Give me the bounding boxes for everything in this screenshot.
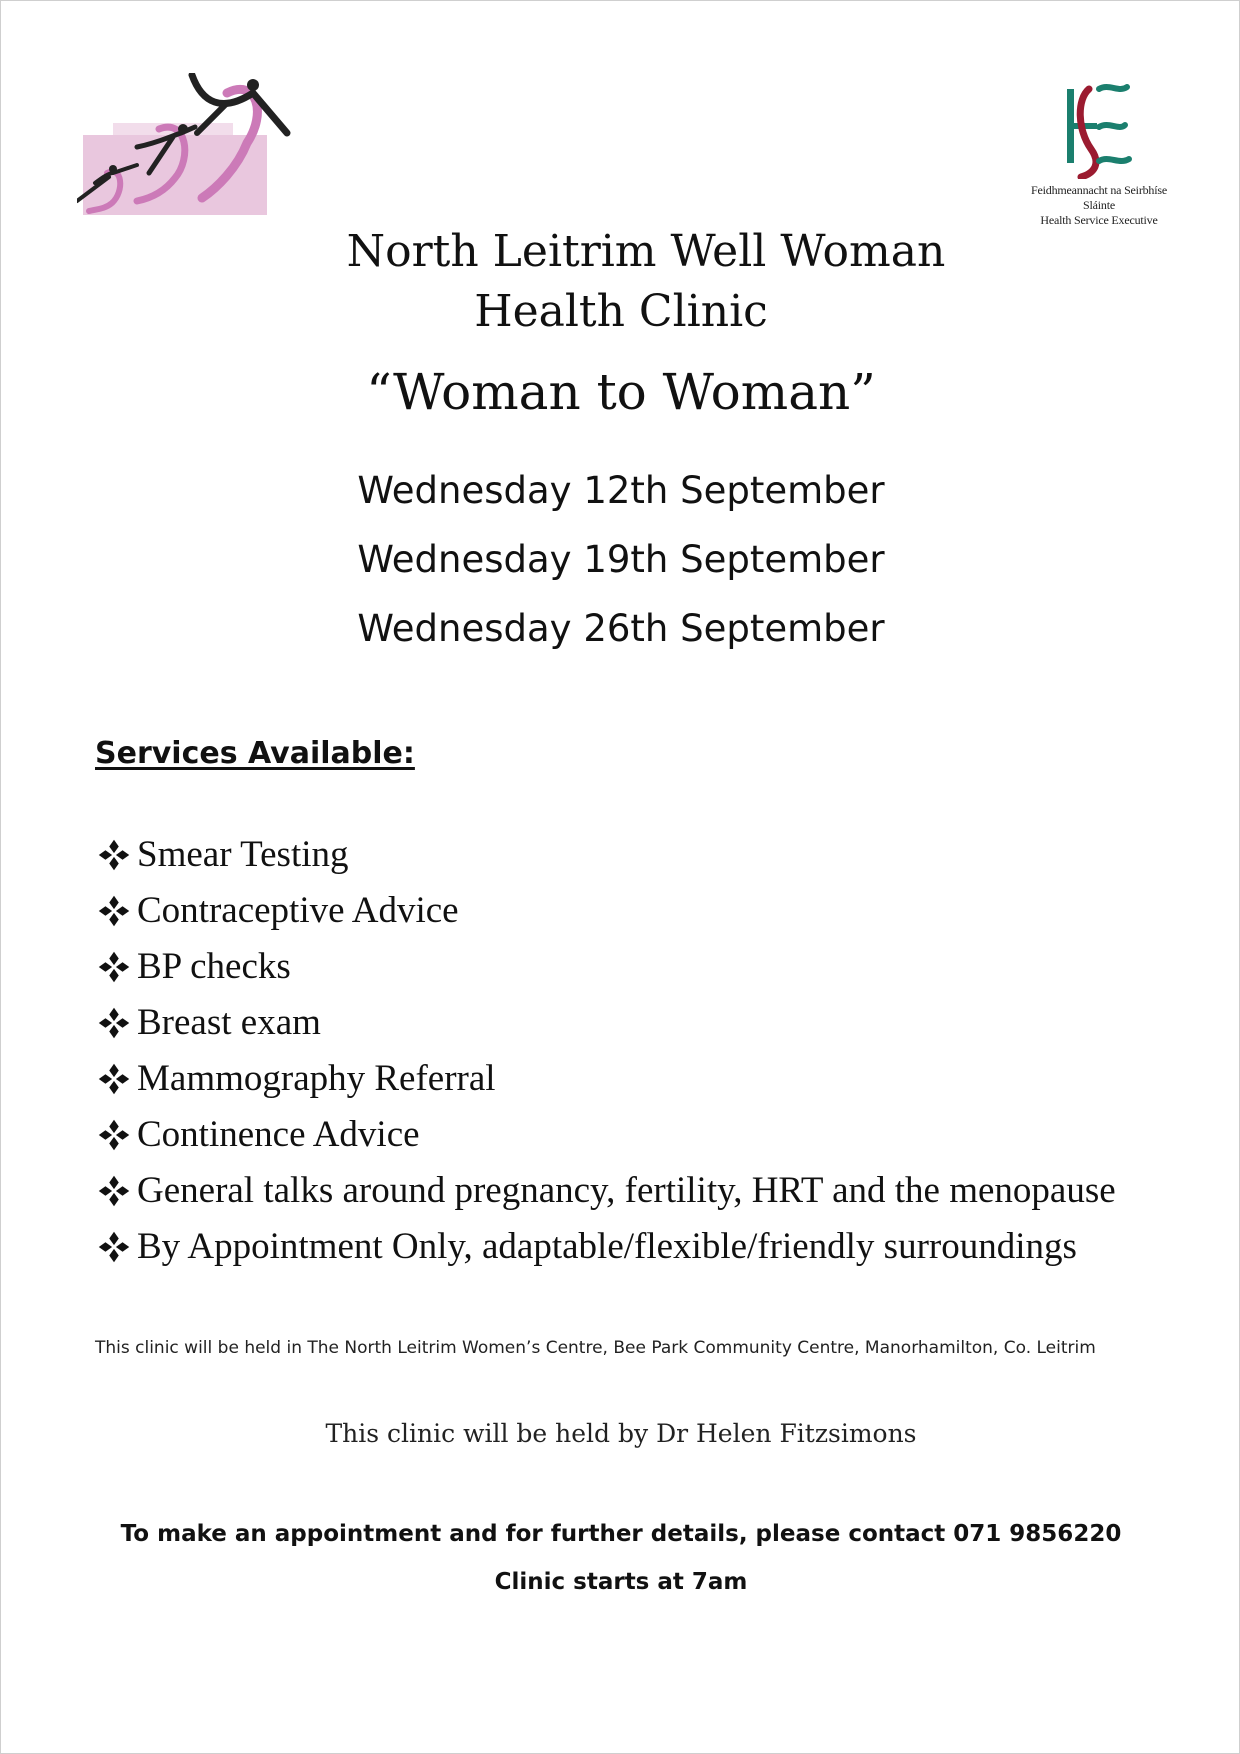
service-label: Continence Advice <box>137 1114 420 1155</box>
diamond-bullet-icon <box>95 892 133 930</box>
list-item <box>95 827 1116 883</box>
dancing-figures-logo <box>77 73 297 233</box>
venue-text: This clinic will be held in The North Leitrim Women’s Centre, Bee Park Community Centre, Manorhamilton, Co. Leitrim <box>95 1338 1096 1358</box>
diamond-bullet-icon <box>95 1228 133 1266</box>
hse-caption-english: Health Service Executive <box>1040 213 1158 227</box>
title-line-1-wrap <box>26 223 1240 281</box>
date-line: Wednesday 19th September <box>357 538 885 581</box>
hse-caption <box>1019 183 1179 228</box>
hse-logo <box>1019 79 1179 227</box>
diamond-bullet-icon <box>95 1060 133 1098</box>
dates-block <box>1 456 1240 663</box>
service-label: Mammography Referral <box>137 1058 496 1099</box>
start-time-text: Clinic starts at 7am <box>494 1569 748 1595</box>
service-label: Smear Testing <box>137 834 349 875</box>
service-label: General talks around pregnancy, fertility, HRT and the menopause <box>137 1170 1116 1211</box>
title-line-2-wrap <box>1 283 1240 341</box>
service-label: Breast exam <box>137 1002 321 1043</box>
page-title-line-1: North Leitrim Well Woman <box>346 226 946 277</box>
diamond-bullet-icon <box>95 948 133 986</box>
list-item <box>95 939 1116 995</box>
services-heading: Services Available: <box>95 736 415 771</box>
diamond-bullet-icon <box>95 1172 133 1210</box>
service-label: Contraceptive Advice <box>137 890 459 931</box>
date-line: Wednesday 12th September <box>357 469 885 512</box>
service-label: BP checks <box>137 946 291 987</box>
list-item <box>95 1163 1116 1219</box>
diamond-bullet-icon <box>95 836 133 874</box>
service-label: By Appointment Only, adaptable/flexible/friendly surroundings <box>137 1226 1077 1267</box>
list-item <box>95 995 1116 1051</box>
list-item <box>95 1051 1116 1107</box>
contact-text: To make an appointment and for further details, please contact 071 9856220 <box>120 1521 1122 1547</box>
page-title-line-2: Health Clinic <box>474 286 768 337</box>
slogan: “Woman to Woman” <box>366 363 876 421</box>
list-item <box>95 883 1116 939</box>
services-list <box>95 827 1116 1275</box>
doctor-text: This clinic will be held by Dr Helen Fitzsimons <box>325 1419 917 1448</box>
diamond-bullet-icon <box>95 1116 133 1154</box>
diamond-bullet-icon <box>95 1004 133 1042</box>
list-item <box>95 1107 1116 1163</box>
date-line: Wednesday 26th September <box>357 607 885 650</box>
hse-caption-irish: Feidhmeannacht na Seirbhíse Sláinte <box>1031 183 1167 212</box>
list-item <box>95 1219 1116 1275</box>
hse-mark-icon <box>1019 79 1179 179</box>
